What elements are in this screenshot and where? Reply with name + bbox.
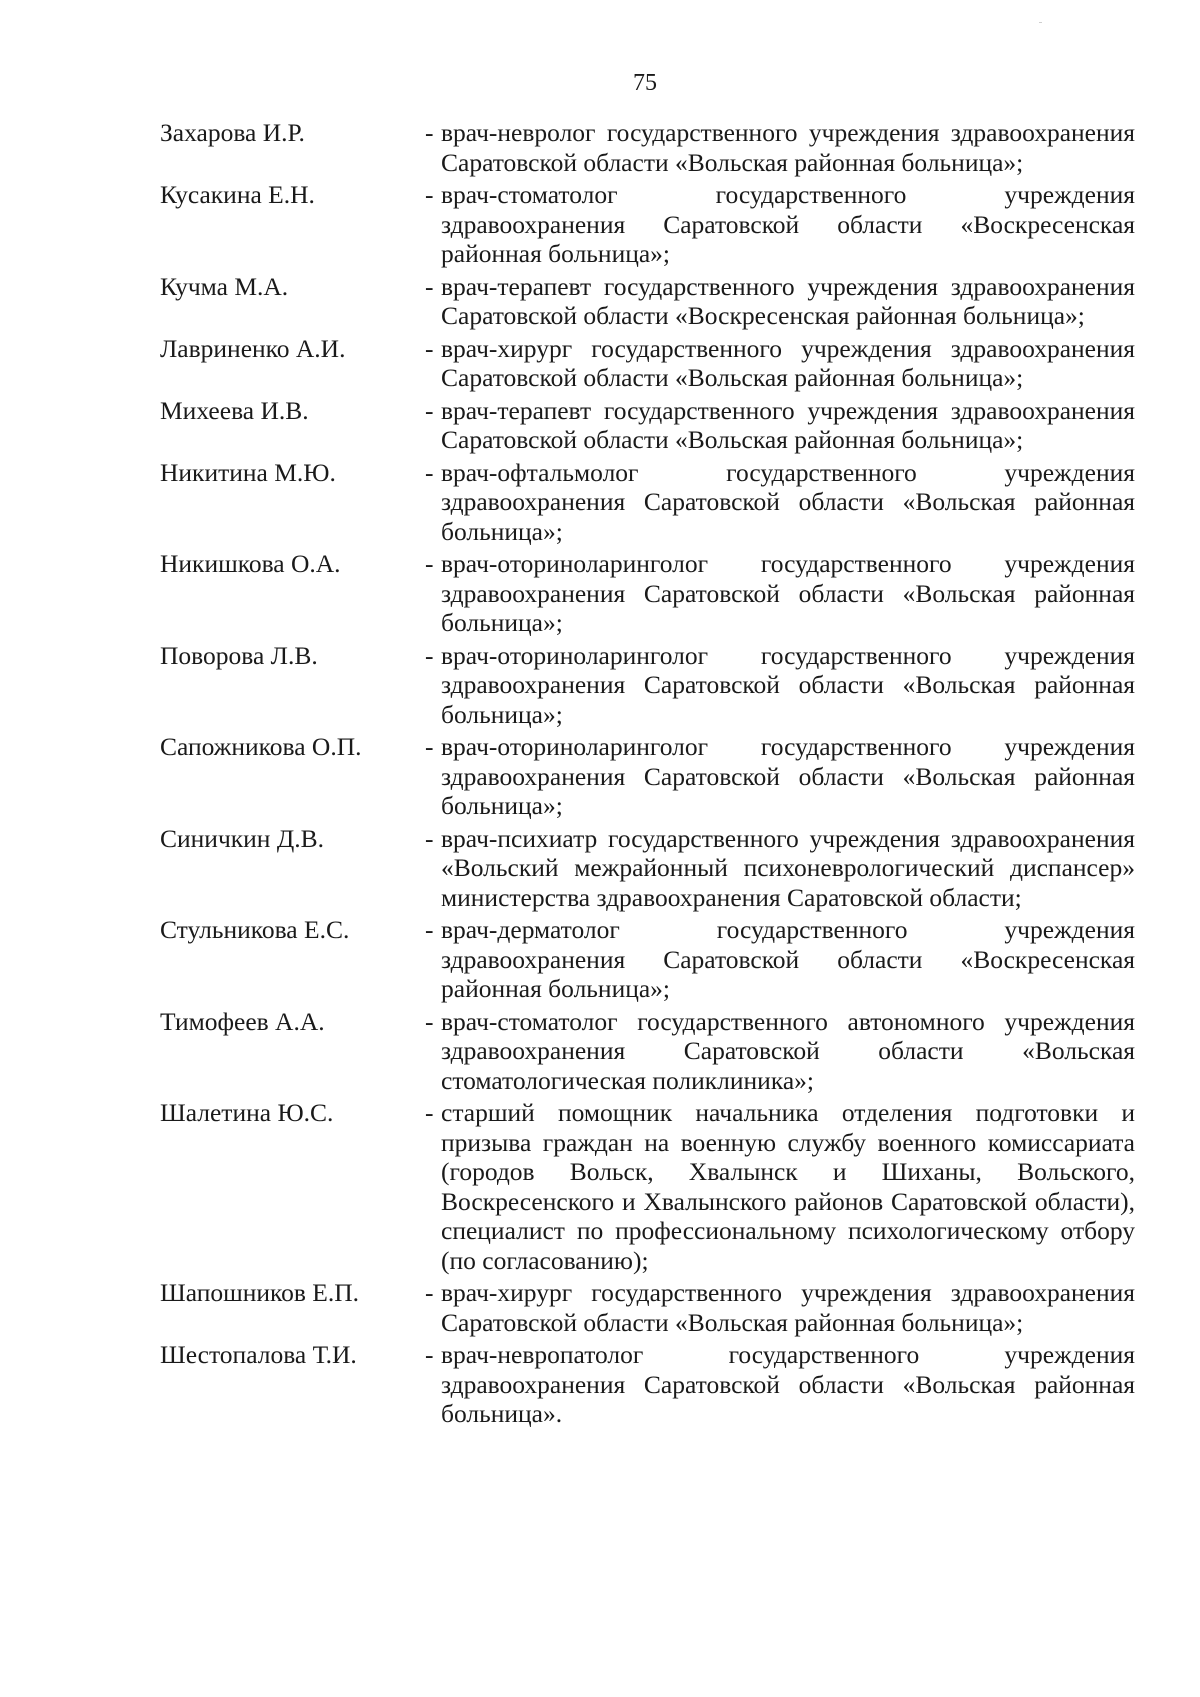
member-name: Шапошников Е.П. — [160, 1278, 360, 1307]
member-position — [425, 1278, 1135, 1337]
list-dash: - — [425, 915, 434, 944]
member-name: Синичкин Д.В. — [160, 823, 324, 853]
list-dash: - — [425, 1340, 434, 1369]
member-position-text: врач-терапевт государственного учреждения здравоохранения Саратовской области «Воскресенская районная больница»; — [441, 271, 1135, 330]
member-entry — [160, 549, 1135, 638]
member-entry — [160, 1098, 1135, 1275]
member-name: Кусакина Е.Н. — [160, 180, 315, 209]
member-entry — [160, 396, 1135, 455]
member-position-text: врач-невропатолог государственного учреждения здравоохранения Саратовской области «Вольская районная больница». — [441, 1340, 1135, 1428]
member-position — [425, 272, 1135, 331]
member-entry — [160, 824, 1135, 913]
page-number: 75 — [633, 70, 657, 96]
list-dash: - — [425, 333, 434, 363]
member-entry — [160, 118, 1135, 177]
member-position — [425, 118, 1135, 177]
list-dash: - — [425, 549, 434, 578]
member-name: Захарова И.Р. — [160, 118, 305, 147]
member-position — [425, 641, 1135, 730]
member-name: Никишкова О.А. — [160, 549, 341, 578]
list-dash: - — [425, 457, 434, 487]
member-name: Кучма М.А. — [160, 271, 289, 301]
member-name: Никитина М.Ю. — [160, 457, 336, 487]
member-position-text: врач-дерматолог государственного учреждения здравоохранения Саратовской области «Воскресенская районная больница»; — [441, 915, 1135, 1003]
member-entry — [160, 1007, 1135, 1096]
member-name: Тимофеев А.А. — [160, 1006, 325, 1036]
list-dash: - — [425, 118, 434, 147]
list-dash: - — [425, 640, 434, 670]
member-name: Стульникова Е.С. — [160, 915, 350, 944]
member-position-text: врач-оториноларинголог государственного учреждения здравоохранения Саратовской области «Вольская районная больница»; — [441, 640, 1135, 729]
member-position — [425, 824, 1135, 913]
member-position-text: врач-оториноларинголог государственного учреждения здравоохранения Саратовской области «Вольская районная больница»; — [441, 549, 1135, 637]
list-dash: - — [425, 823, 434, 853]
member-entry — [160, 458, 1135, 547]
list-dash: - — [425, 732, 434, 761]
member-position-text: врач-терапевт государственного учреждения здравоохранения Саратовской области «Вольская районная больница»; — [441, 395, 1135, 454]
member-entry — [160, 1278, 1135, 1337]
member-position — [425, 549, 1135, 638]
member-entry — [160, 180, 1135, 269]
member-position — [425, 915, 1135, 1004]
member-position — [425, 180, 1135, 269]
member-name: Сапожникова О.П. — [160, 732, 362, 761]
member-position-text: врач-стоматолог государственного автономного учреждения здравоохранения Саратовской области «Вольская стоматологическая поликлиника»; — [441, 1006, 1135, 1095]
member-position-text: врач-офтальмолог государственного учреждения здравоохранения Саратовской области «Вольская районная больница»; — [441, 457, 1135, 546]
member-position — [425, 1007, 1135, 1096]
scan-mark — [1039, 22, 1042, 23]
member-position — [425, 458, 1135, 547]
member-entry — [160, 1340, 1135, 1429]
member-position-text: врач-психиатр государственного учреждения здравоохранения «Вольский межрайонный психоневрологический диспансер» министерства здравоохранения Саратовской области; — [441, 823, 1135, 912]
list-dash: - — [425, 1278, 434, 1307]
member-position-text: врач-оториноларинголог государственного учреждения здравоохранения Саратовской области «Вольская районная больница»; — [441, 732, 1135, 820]
member-position-text: врач-стоматолог государственного учреждения здравоохранения Саратовской области «Воскресенская районная больница»; — [441, 180, 1135, 268]
member-position-text: врач-хирург государственного учреждения здравоохранения Саратовской области «Вольская районная больница»; — [441, 1278, 1135, 1337]
member-position-text: старший помощник начальника отделения подготовки и призыва граждан на военную службу военного комиссариата (городов Вольск, Хвалынск и Шиханы, Вольского, Воскресенского и Хвалынского районов Саратовской области), специалист по профессиональному психологическому отбору (по согласованию); — [441, 1098, 1135, 1275]
committee-member-list — [160, 118, 1135, 1432]
member-position — [425, 1098, 1135, 1275]
list-dash: - — [425, 395, 434, 425]
member-name: Лавриненко А.И. — [160, 333, 346, 363]
member-entry — [160, 334, 1135, 393]
member-position-text: врач-невролог государственного учреждения здравоохранения Саратовской области «Вольская районная больница»; — [441, 118, 1135, 177]
member-entry — [160, 641, 1135, 730]
member-name: Михеева И.В. — [160, 395, 309, 425]
member-position — [425, 732, 1135, 821]
list-dash: - — [425, 1006, 434, 1036]
member-position — [425, 396, 1135, 455]
member-position — [425, 1340, 1135, 1429]
member-position-text: врач-хирург государственного учреждения здравоохранения Саратовской области «Вольская районная больница»; — [441, 333, 1135, 392]
member-entry — [160, 915, 1135, 1004]
member-entry — [160, 732, 1135, 821]
member-name: Шалетина Ю.С. — [160, 1098, 334, 1127]
member-name: Шестопалова Т.И. — [160, 1340, 357, 1369]
list-dash: - — [425, 1098, 434, 1127]
member-position — [425, 334, 1135, 393]
list-dash: - — [425, 271, 434, 301]
member-entry — [160, 272, 1135, 331]
member-name: Поворова Л.В. — [160, 640, 318, 670]
list-dash: - — [425, 180, 434, 209]
